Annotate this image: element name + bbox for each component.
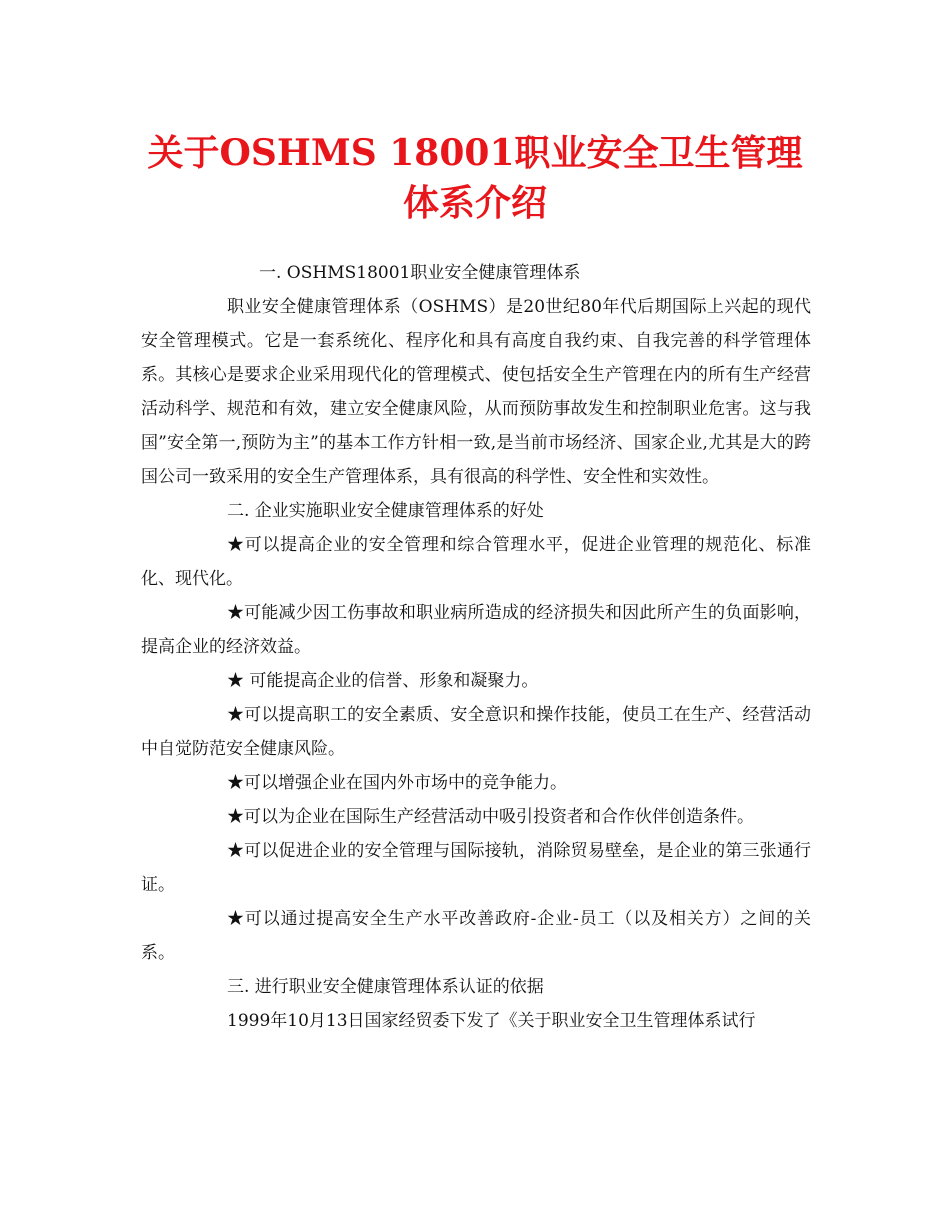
benefit-item: ★可以提高企业的安全管理和综合管理水平，促进企业管理的规范化、标准化、现代化。	[141, 535, 811, 589]
document-body	[141, 256, 811, 1038]
benefit-item: ★可以为企业在国际生产经营活动中吸引投资者和合作伙伴创造条件。	[227, 807, 754, 827]
benefit-item: ★可能减少因工伤事故和职业病所造成的经济损失和因此所产生的负面影响，提高企业的经济效益。	[141, 603, 811, 657]
benefit-item: ★ 可能提高企业的信誉、形象和凝聚力。	[227, 671, 539, 691]
section-heading-1: 一. OSHMS18001职业安全健康管理体系	[259, 263, 581, 283]
benefit-item: ★可以促进企业的安全管理与国际接轨，消除贸易壁垒，是企业的第三张通行证。	[141, 841, 811, 895]
benefit-item: ★可以提高职工的安全素质、安全意识和操作技能，使员工在生产、经营活动中自觉防范安全健康风险。	[141, 705, 811, 759]
paragraph-intro: 职业安全健康管理体系（OSHMS）是20世纪80年代后期国际上兴起的现代安全管理模式。它是一套系统化、程序化和具有高度自我约束、自我完善的科学管理体系。其核心是要求企业采用现代化的管理模式、使包括安全生产管理在内的所有生产经营活动科学、规范和有效，建立安全健康风险，从而预防事故发生和控制职业危害。这与我国”安全第一,预防为主”的基本工作方针相一致,是当前市场经济、国家企业,尤其是大的跨国公司一致采用的安全生产管理体系，具有很高的科学性、安全性和实效性。	[141, 297, 811, 487]
benefit-item: ★可以通过提高安全生产水平改善政府-企业-员工（以及相关方）之间的关系。	[141, 909, 811, 963]
document-title: 关于OSHMS 18001职业安全卫生管理体系介绍	[147, 132, 803, 224]
section-heading-3: 三. 进行职业安全健康管理体系认证的依据	[227, 977, 544, 997]
section-heading-2: 二. 企业实施职业安全健康管理体系的好处	[227, 501, 544, 521]
benefit-item: ★可以增强企业在国内外市场中的竞争能力。	[227, 773, 567, 793]
paragraph-basis: 1999年10月13日国家经贸委下发了《关于职业安全卫生管理体系试行	[227, 1011, 756, 1031]
